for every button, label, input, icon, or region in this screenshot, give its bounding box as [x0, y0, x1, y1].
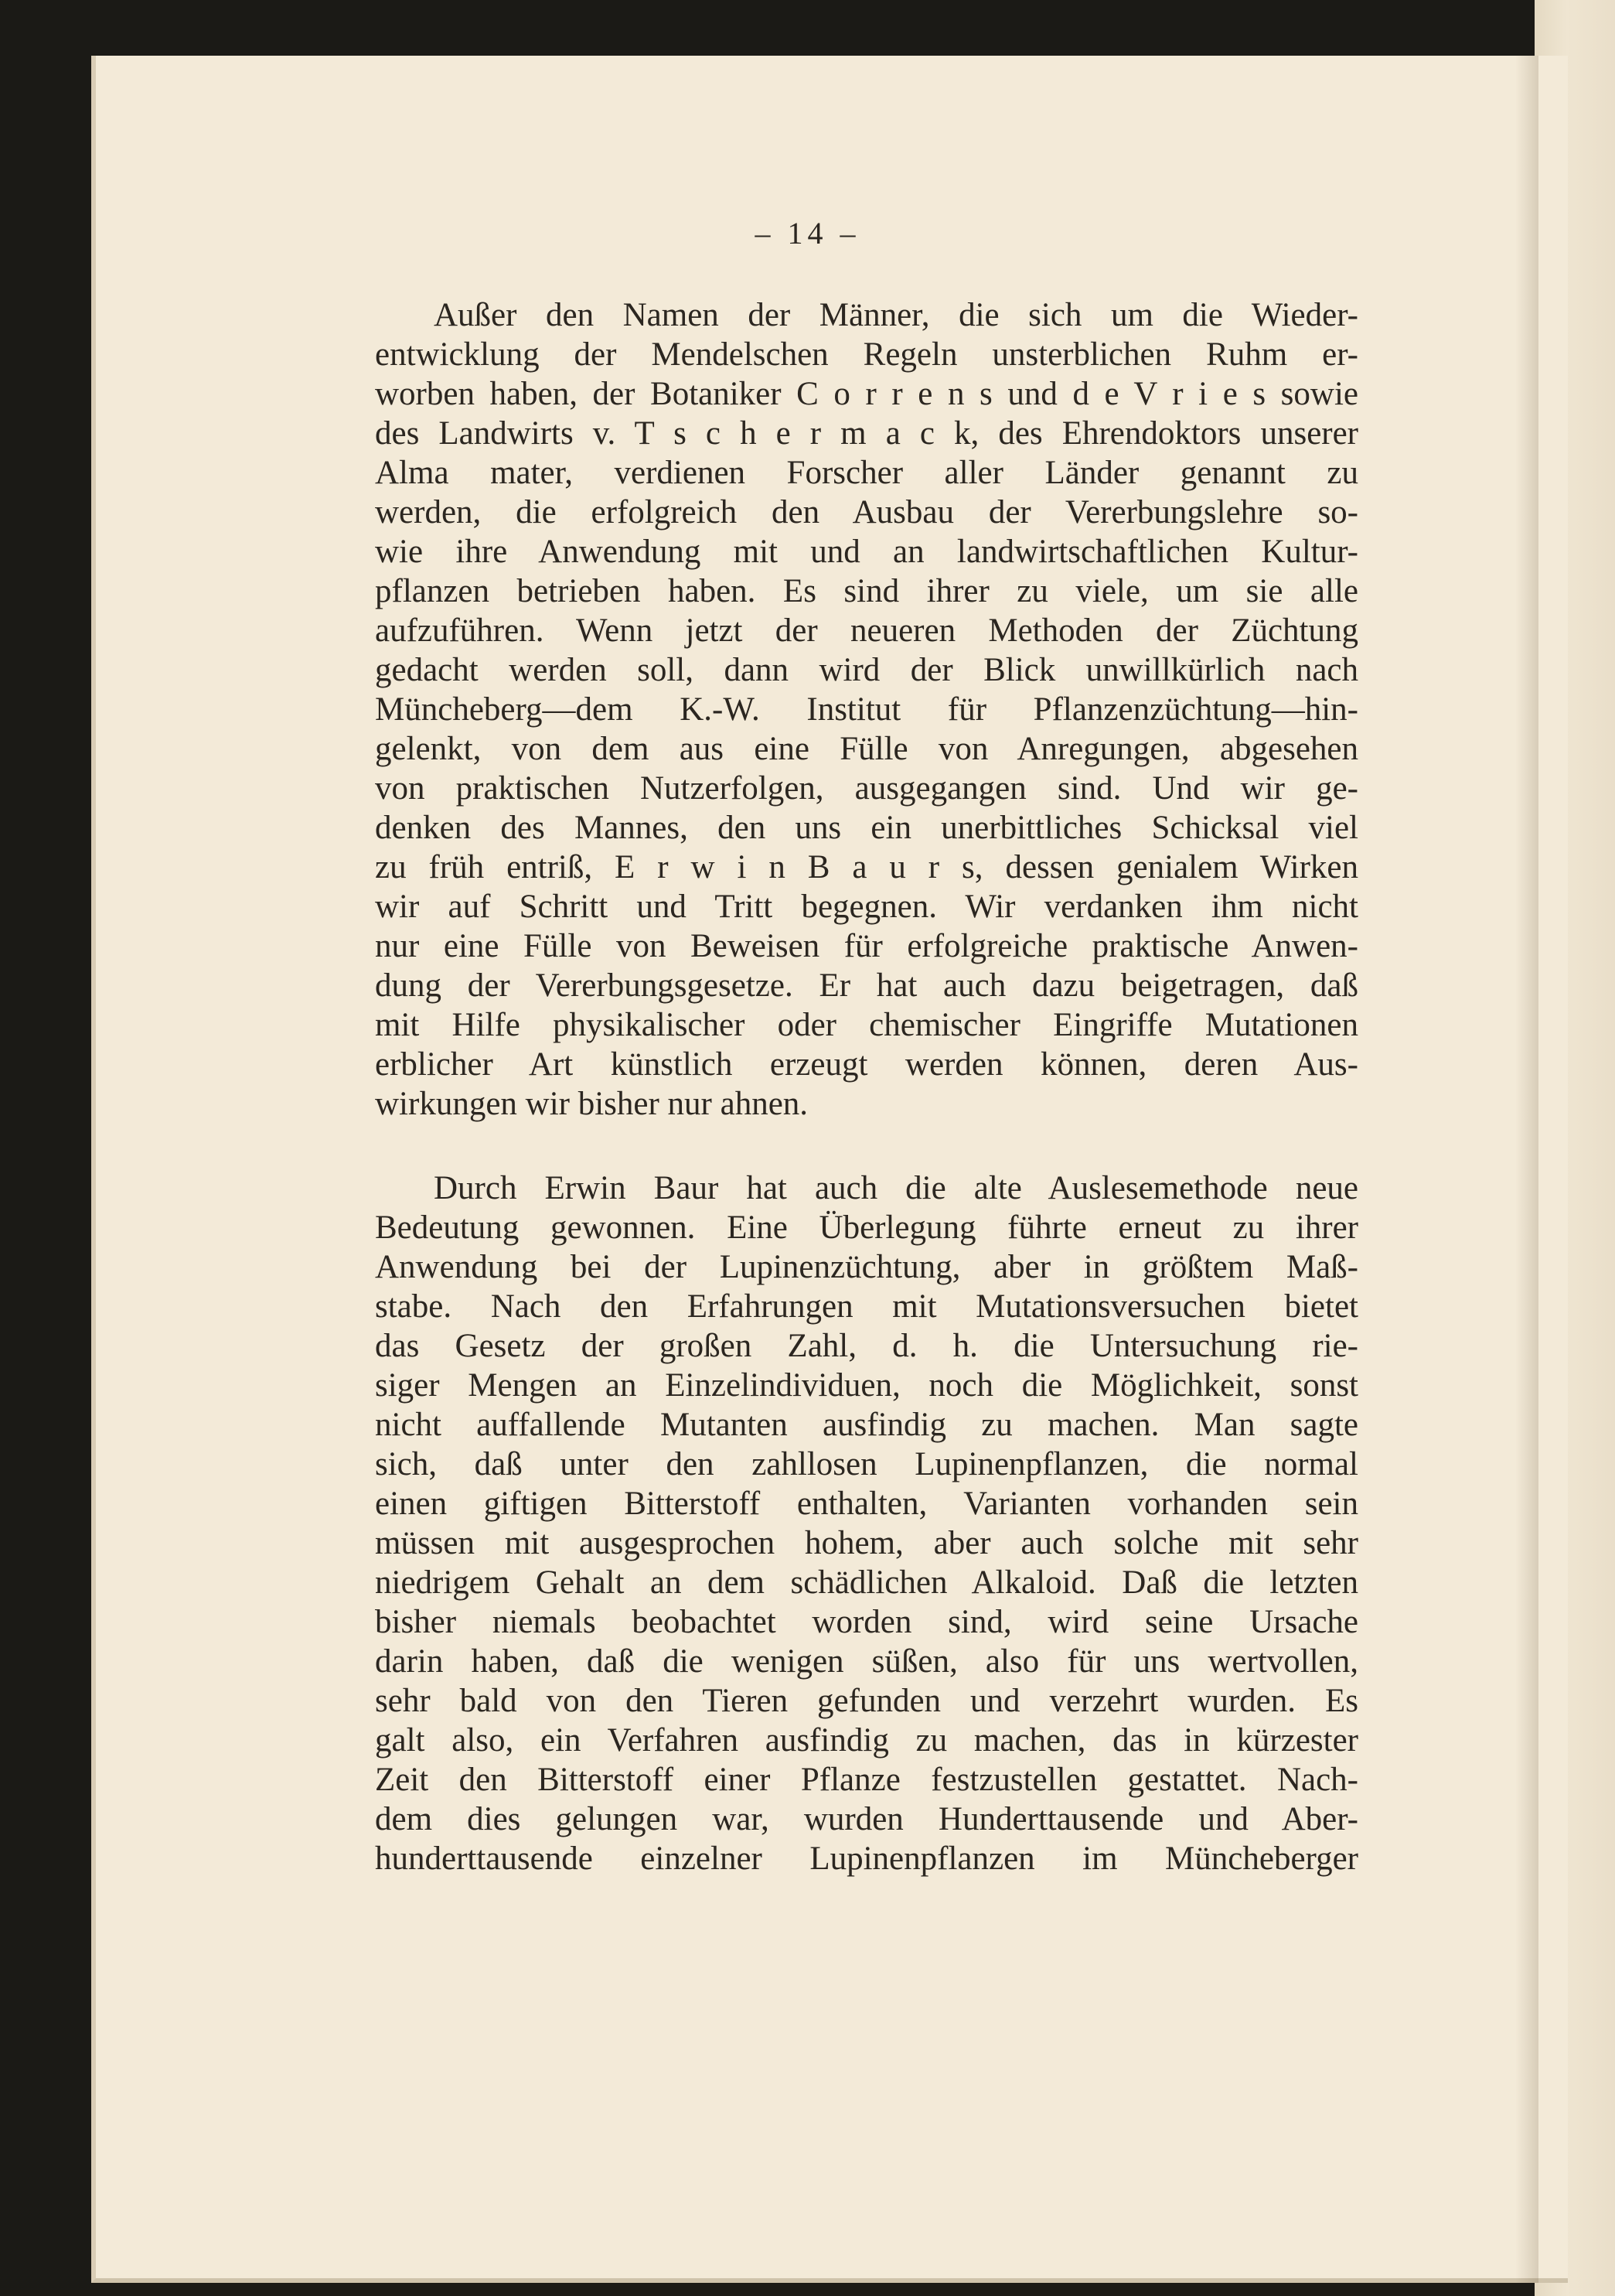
text-line: wie ihre Anwendung mit und an landwirtschaftlichen Kultur- — [375, 534, 1358, 570]
text-line: stabe. Nach den Erfahrungen mit Mutationsversuchen bietet — [375, 1288, 1358, 1325]
paragraph-1 — [375, 295, 1358, 1124]
gutter-shadow — [1515, 56, 1538, 2283]
text-line: das Gesetz der großen Zahl, d. h. die Untersuchung rie- — [375, 1328, 1358, 1364]
text-line: Müncheberg—dem K.-W. Institut für Pflanzenzüchtung—hin- — [375, 691, 1358, 728]
text-line: wirkungen wir bisher nur ahnen. — [375, 1086, 809, 1122]
text-line: sich, daß unter den zahllosen Lupinenpflanzen, die normal — [375, 1446, 1358, 1482]
text-line: niedrigem Gehalt an dem schädlichen Alkaloid. Daß die letzten — [375, 1564, 1358, 1601]
paragraph-spacer — [375, 1124, 1358, 1168]
text-line: dung der Vererbungsgesetze. Er hat auch dazu beigetragen, daß — [375, 967, 1358, 1004]
text-line: Anwendung bei der Lupinenzüchtung, aber in größtem Maß- — [375, 1249, 1358, 1285]
text-line: pflanzen betrieben haben. Es sind ihrer zu viele, um sie alle — [375, 573, 1358, 609]
text-line: zu früh entriß, E r w i n B a u r s, dessen genialem Wirken — [375, 849, 1358, 885]
page-number: – 14 – — [755, 216, 860, 251]
text-line: sehr bald von den Tieren gefunden und verzehrt wurden. Es — [375, 1683, 1358, 1719]
text-line: denken des Mannes, den uns ein unerbittliches Schicksal viel — [375, 810, 1358, 846]
text-line: erblicher Art künstlich erzeugt werden können, deren Aus- — [375, 1046, 1358, 1083]
text-line: worben haben, der Botaniker C o r r e n s und d e V r i e s sowie — [375, 376, 1358, 412]
text-line: gedacht werden soll, dann wird der Blick unwillkürlich nach — [375, 652, 1358, 688]
text-line: von praktischen Nutzerfolgen, ausgegangen sind. Und wir ge- — [375, 770, 1358, 807]
text-line: einen giftigen Bitterstoff enthalten, Varianten vorhanden sein — [375, 1486, 1358, 1522]
text-line: entwicklung der Mendelschen Regeln unsterblichen Ruhm er- — [375, 336, 1358, 373]
text-line: Durch Erwin Baur hat auch die alte Auslesemethode neue — [434, 1170, 1358, 1206]
text-line: Zeit den Bitterstoff einer Pflanze festzustellen gestattet. Nach- — [375, 1762, 1358, 1798]
text-line: galt also, ein Verfahren ausfindig zu machen, das in kürzester — [375, 1722, 1358, 1759]
text-line: Bedeutung gewonnen. Eine Überlegung führte erneut zu ihrer — [375, 1209, 1358, 1246]
text-line: dem dies gelungen war, wurden Hunderttausende und Aber- — [375, 1801, 1358, 1837]
text-line: bisher niemals beobachtet worden sind, wird seine Ursache — [375, 1604, 1358, 1640]
text-line: nur eine Fülle von Beweisen für erfolgreiche praktische Anwen- — [375, 928, 1358, 964]
paragraph-2 — [375, 1168, 1358, 1878]
text-line: nicht auffallende Mutanten ausfindig zu machen. Man sagte — [375, 1407, 1358, 1443]
text-line: müssen mit ausgesprochen hohem, aber auch solche mit sehr — [375, 1525, 1358, 1561]
body-text — [375, 295, 1358, 1878]
text-line: hunderttausende einzelner Lupinenpflanzen im Müncheberger — [375, 1841, 1358, 1877]
text-line: mit Hilfe physikalischer oder chemischer Eingriffe Mutationen — [375, 1007, 1358, 1043]
text-line: gelenkt, von dem aus eine Fülle von Anregungen, abgesehen — [375, 731, 1358, 767]
text-line: Alma mater, verdienen Forscher aller Länder genannt zu — [375, 455, 1358, 491]
text-line: des Landwirts v. T s c h e r m a c k, des Ehrendoktors unserer — [375, 415, 1358, 452]
text-line: siger Mengen an Einzelindividuen, noch die Möglichkeit, sonst — [375, 1367, 1358, 1404]
text-line: darin haben, daß die wenigen süßen, also für uns wertvollen, — [375, 1643, 1358, 1680]
text-line: aufzuführen. Wenn jetzt der neueren Methoden der Züchtung — [375, 612, 1358, 649]
text-line: Außer den Namen der Männer, die sich um die Wieder- — [434, 297, 1358, 333]
text-line: werden, die erfolgreich den Ausbau der Vererbungslehre so- — [375, 494, 1358, 531]
text-line: wir auf Schritt und Tritt begegnen. Wir verdanken ihm nicht — [375, 889, 1358, 925]
